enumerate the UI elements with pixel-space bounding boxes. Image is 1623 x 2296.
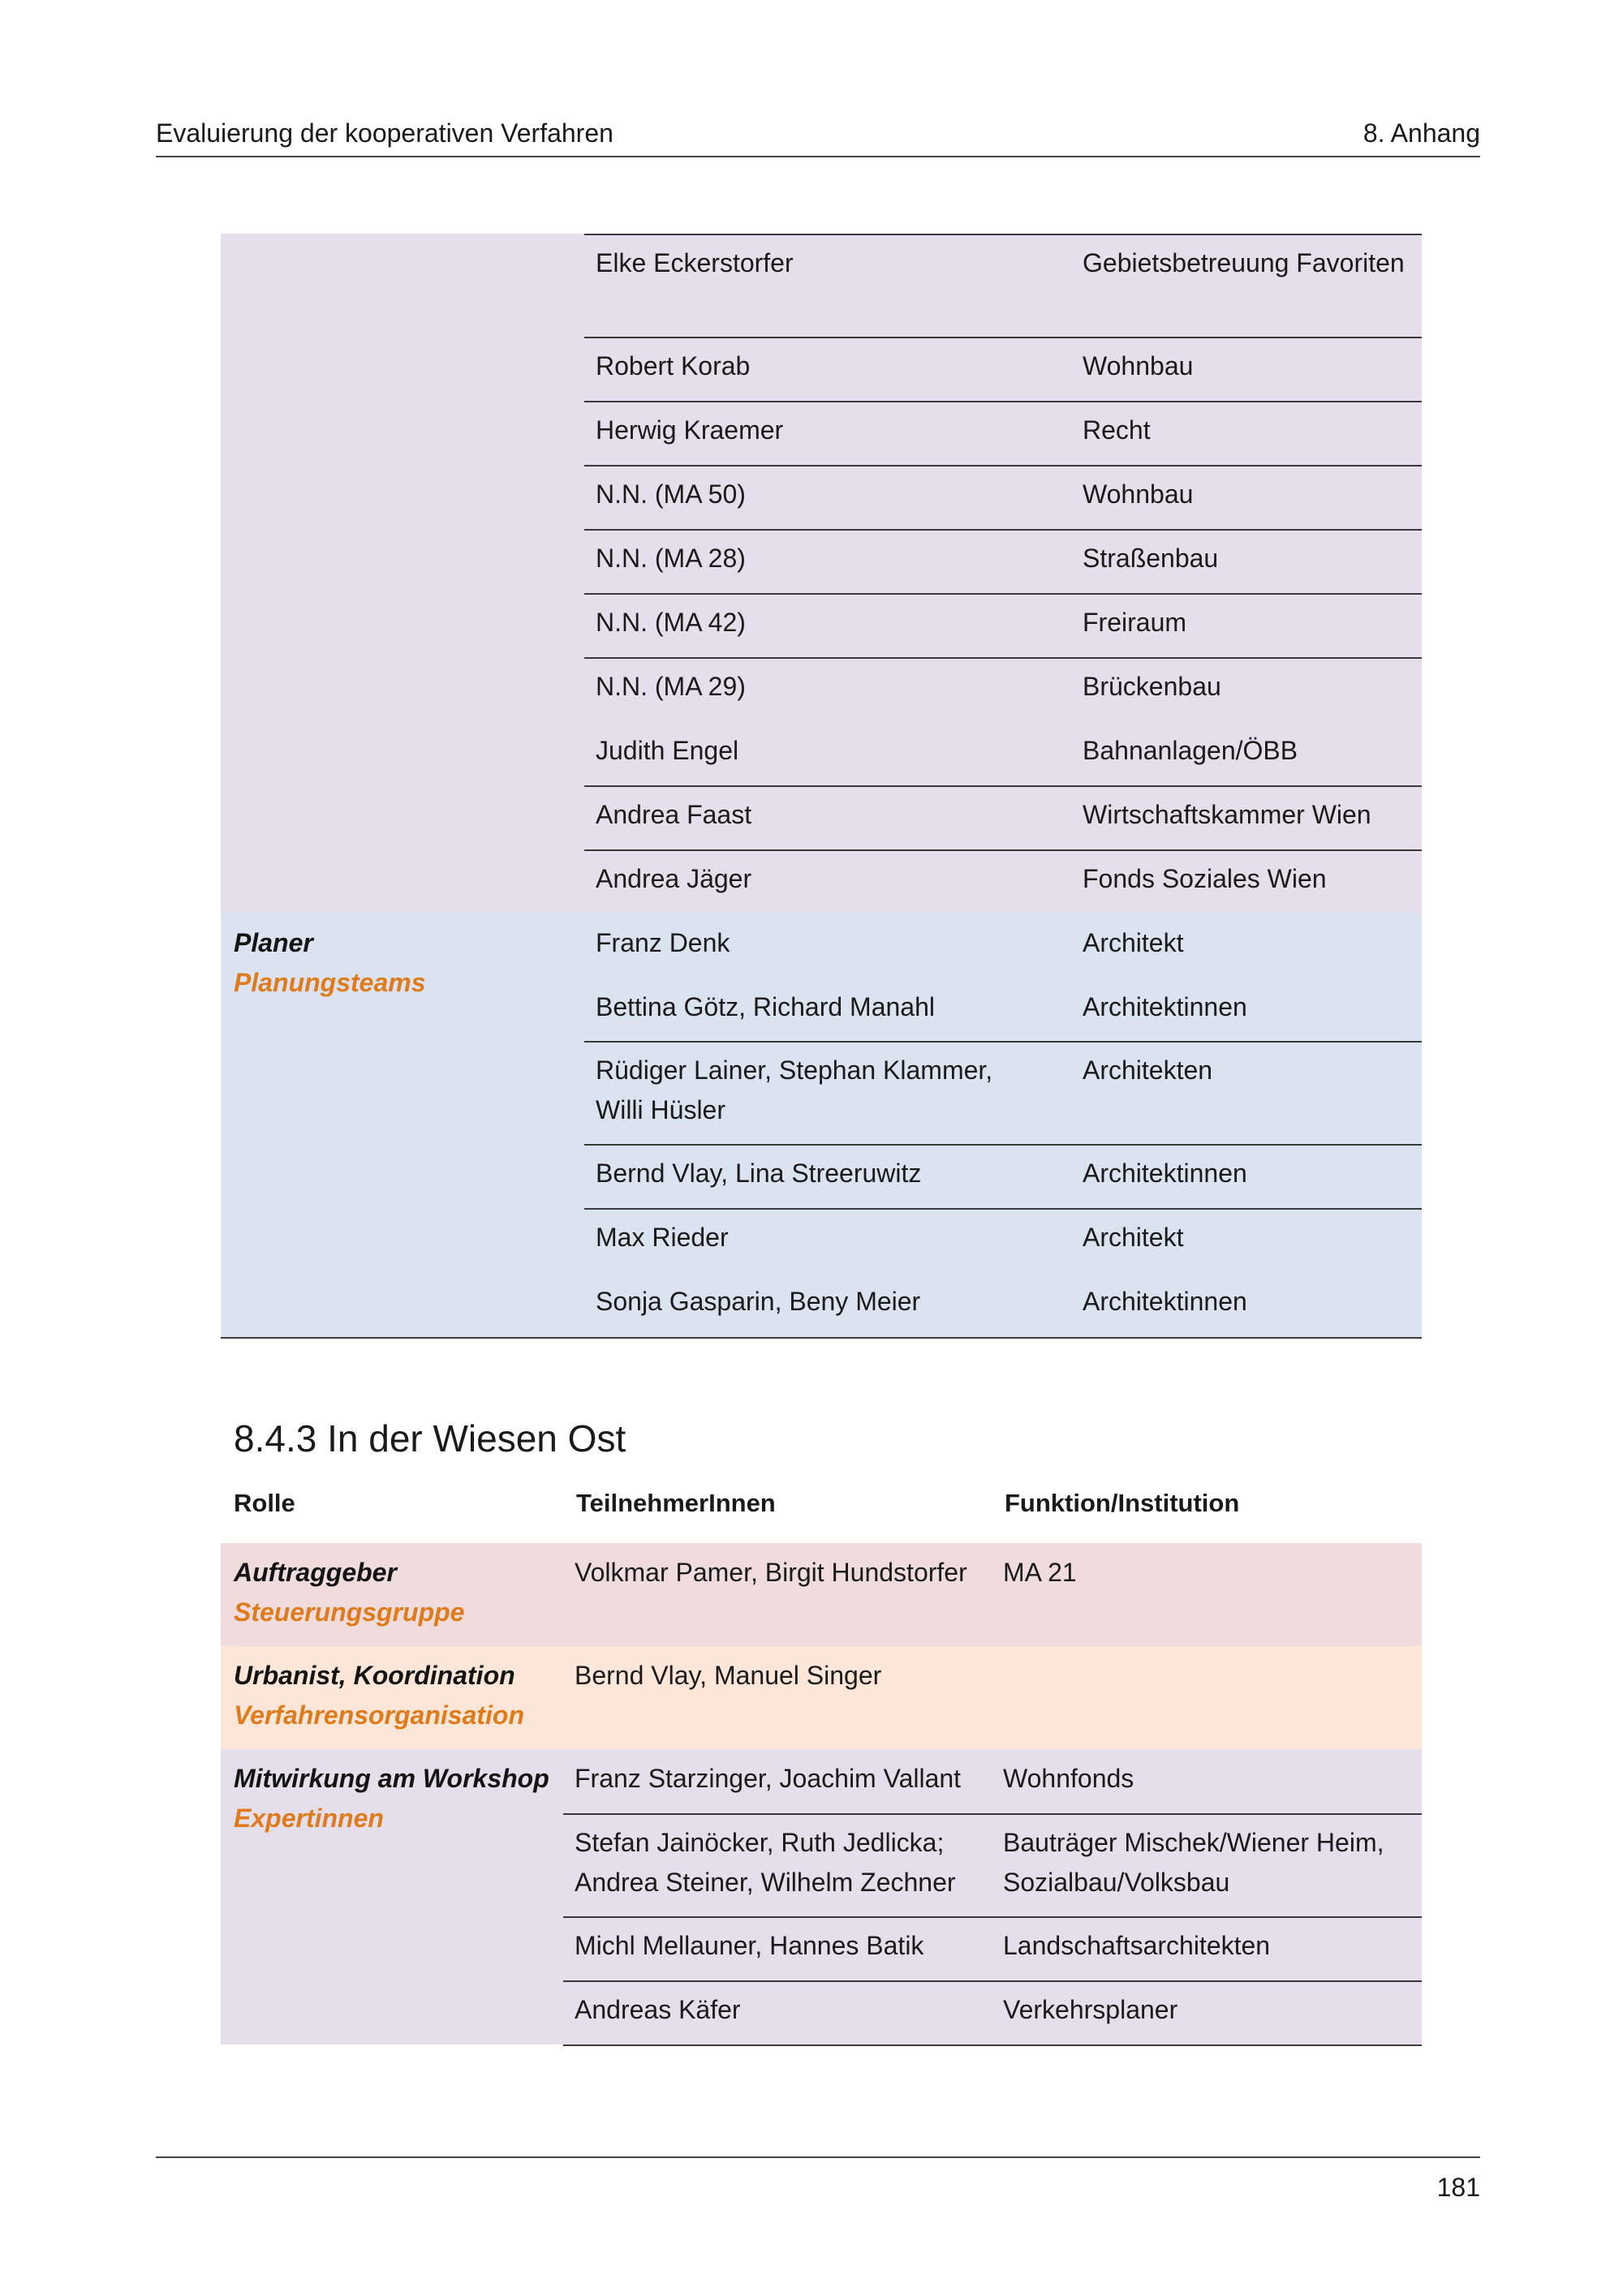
- participant-function: Bauträger Mischek/Wiener Heim, Sozialbau/Volksbau: [1003, 1828, 1384, 1897]
- participant-function: Wirtschaftskammer Wien: [1083, 800, 1371, 829]
- participant-function: Architektinnen: [1083, 1159, 1247, 1188]
- column-header-participants: TeilnehmerInnen: [576, 1489, 776, 1517]
- participant-function: Recht: [1083, 415, 1151, 445]
- participant-name: N.N. (MA 50): [596, 479, 746, 509]
- subrole-label: Verfahrensorganisation: [234, 1701, 525, 1730]
- participant-function: MA 21: [1003, 1558, 1077, 1587]
- participant-function: Straßenbau: [1083, 544, 1219, 573]
- subrole-label: Steuerungsgruppe: [234, 1597, 465, 1627]
- participant-name: Franz Starzinger, Joachim Vallant: [575, 1764, 962, 1793]
- participant-function: Freiraum: [1083, 608, 1187, 637]
- participants-table-continued: [221, 234, 1422, 1339]
- participant-name: N.N. (MA 28): [596, 544, 746, 573]
- participant-function: Verkehrsplaner: [1003, 1995, 1178, 2024]
- section-heading: 8.4.3 In der Wiesen Ost: [234, 1417, 626, 1460]
- participant-name: N.N. (MA 29): [596, 672, 746, 701]
- column-header-role: Rolle: [234, 1489, 295, 1517]
- page-footer: [156, 2156, 1480, 2202]
- role-label: Mitwirkung am Workshop: [234, 1764, 549, 1793]
- participant-name: Andrea Faast: [596, 800, 752, 829]
- participant-name: Bettina Götz, Richard Manahl: [596, 992, 935, 1021]
- participant-function: Architektinnen: [1083, 1287, 1247, 1316]
- participant-function: Architekt: [1083, 928, 1184, 957]
- participant-name: Andreas Käfer: [575, 1995, 741, 2024]
- participant-name: Sonja Gasparin, Beny Meier: [596, 1287, 921, 1316]
- role-label: Auftraggeber: [234, 1558, 397, 1587]
- participant-function: Wohnbau: [1083, 479, 1194, 509]
- participant-function: Wohnfonds: [1003, 1764, 1134, 1793]
- participant-name: Andrea Jäger: [596, 864, 752, 893]
- page-number: 181: [1436, 2173, 1480, 2202]
- role-label: Planer: [234, 928, 313, 957]
- participant-function: Brückenbau: [1083, 672, 1221, 701]
- participant-name: Bernd Vlay, Manuel Singer: [575, 1661, 882, 1690]
- role-cell-auftraggeber: [221, 1543, 464, 1632]
- subrole-label: Planungsteams: [234, 968, 426, 997]
- participant-name: Robert Korab: [596, 351, 751, 381]
- participant-function: Architektinnen: [1083, 992, 1247, 1021]
- participant-function: Gebietsbetreuung Favoriten: [1083, 248, 1405, 277]
- chapter-label: 8. Anhang: [1363, 118, 1480, 148]
- participant-name: Stefan Jainöcker, Ruth Jedlicka; Andrea Steiner, Wilhelm Zechner: [575, 1828, 956, 1897]
- participant-name: Volkmar Pamer, Birgit Hundstorfer: [575, 1558, 967, 1587]
- role-cell-urbanist: [221, 1646, 524, 1735]
- participant-function: Fonds Soziales Wien: [1083, 864, 1327, 893]
- running-title: Evaluierung der kooperativen Verfahren: [156, 118, 613, 148]
- table-bottom-rule: [221, 1337, 1422, 1339]
- participant-name: Elke Eckerstorfer: [596, 248, 794, 277]
- participant-name: Rüdiger Lainer, Stephan Klammer, Willi Hüsler: [596, 1056, 993, 1124]
- table-bottom-rule: [563, 2044, 1422, 2046]
- participant-function: Bahnanlagen/ÖBB: [1083, 736, 1298, 765]
- role-cell-planer: [221, 914, 426, 1003]
- participants-table-wiesen-ost: [221, 1543, 1422, 2046]
- participant-name: Franz Denk: [596, 928, 730, 957]
- subrole-label: Expertinnen: [234, 1804, 384, 1833]
- participant-name: Michl Mellauner, Hannes Batik: [575, 1931, 924, 1960]
- participant-name: Herwig Kraemer: [596, 415, 784, 445]
- participant-function: [992, 1646, 1414, 1656]
- participant-function: Architekt: [1083, 1223, 1184, 1252]
- participant-function: Landschaftsarchitekten: [1003, 1931, 1271, 1960]
- participant-function: Architekten: [1083, 1056, 1213, 1085]
- role-cell-workshop: [221, 1749, 549, 1838]
- participant-function: Wohnbau: [1083, 351, 1194, 381]
- column-header-function: Funktion/Institution: [1005, 1489, 1240, 1517]
- participant-name: N.N. (MA 42): [596, 608, 746, 637]
- participant-name: Bernd Vlay, Lina Streeruwitz: [596, 1159, 922, 1188]
- participant-name: Judith Engel: [596, 736, 739, 765]
- participant-name: Max Rieder: [596, 1223, 729, 1252]
- page-header: [156, 112, 1480, 157]
- role-label: Urbanist, Koordination: [234, 1661, 515, 1690]
